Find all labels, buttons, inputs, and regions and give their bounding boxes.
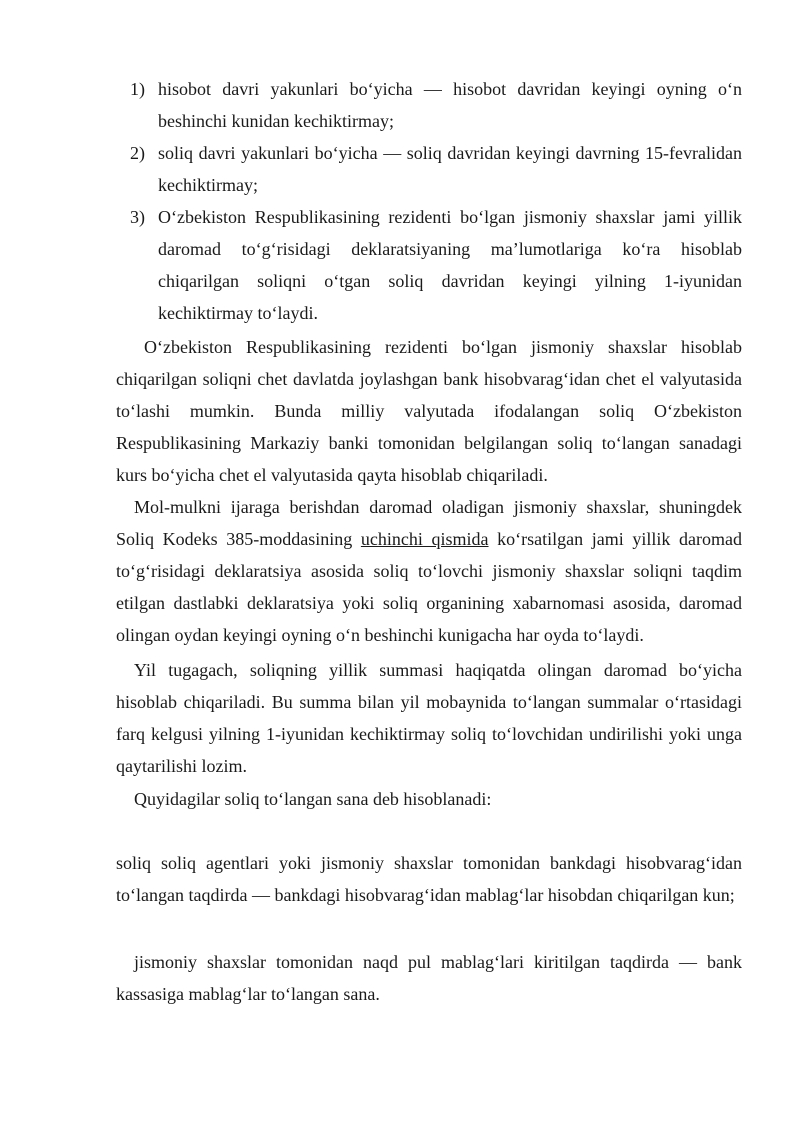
- paragraph-cash: jismoniy shaxslar tomonidan naqd pul mablag‘lari kiritilgan taqdirda — bank kassasiga mablag‘lar to‘langan sana.: [116, 952, 742, 1004]
- list-item-text: hisobot davri yakunlari bo‘yicha — hisobot davridan keyingi oyning o‘n beshinchi kunidan kechiktirmay;: [158, 79, 742, 131]
- list-item: [130, 73, 742, 137]
- list-item: [130, 137, 742, 201]
- paragraph-bank-account: soliq soliq agentlari yoki jismoniy shaxslar tomonidan bankdagi hisobvarag‘idan to‘langan taqdirda — bankdagi hisobvarag‘idan mablag‘lar hisobdan chiqarilgan kun;: [116, 853, 742, 905]
- article-part-link[interactable]: uchinchi qismida: [360, 529, 489, 549]
- list-item-text: O‘zbekiston Respublikasining rezidenti bo‘lgan jismoniy shaxslar jami yillik daromad to‘g‘risidagi deklaratsiyaning ma’lumotlariga ko‘ra hisoblab chiqarilgan soliqni o‘tgan soliq davridan keyingi yilning 1-iyunidan kechiktirmay to‘laydi.: [158, 207, 742, 323]
- list-number: 2): [130, 143, 145, 163]
- paragraph-payment-date-intro: Quyidagilar soliq to‘langan sana deb hisoblanadi:: [134, 789, 492, 809]
- list-number: 1): [130, 79, 145, 99]
- paragraph-text: ko‘rsatilgan jami yillik daromad to‘g‘risidagi deklaratsiya asosida soliq to‘lovchi jismoniy shaxslar soliqni taqdim etilgan dastlabki deklaratsiya yoki soliq organining xabarnomasi asosida, daromad olingan oydan keyingi oyning o‘n beshinchi kunigacha har oyda to‘laydi.: [116, 529, 743, 645]
- list-item-text: soliq davri yakunlari bo‘yicha — soliq davridan keyingi davrning 15-fevralidan kechiktirmay;: [158, 143, 742, 195]
- paragraph-foreign-currency: O‘zbekiston Respublikasining rezidenti bo‘lgan jismoniy shaxslar hisoblab chiqarilgan soliqni chet davlatda joylashgan bank hisobvarag‘idan chet el valyutasida to‘lashi mumkin. Bunda milliy valyutada ifodalangan soliq O‘zbekiston Respublikasining Markaziy banki tomonidan belgilangan soliq to‘langan sanadagi kurs bo‘yicha chet el valyutasida qayta hisoblab chiqariladi.: [116, 337, 742, 485]
- paragraph-year-end: Yil tugagach, soliqning yillik summasi haqiqatda olingan daromad bo‘yicha hisoblab chiqariladi. Bu summa bilan yil mobaynida to‘langan summalar o‘rtasidagi farq kelgusi yilning 1-iyunidan kechiktirmay soliq to‘lovchidan undirilishi yoki unga qaytarilishi lozim.: [116, 660, 742, 776]
- paragraph-text: Mol-mulkni ijaraga berishdan daromad oladigan jismoniy shaxslar, shuningdek Soliq Kodeks 385-moddasining: [116, 497, 742, 549]
- list-item: [130, 201, 742, 329]
- list-number: 3): [130, 207, 145, 227]
- paragraph-rent-income: [116, 491, 742, 651]
